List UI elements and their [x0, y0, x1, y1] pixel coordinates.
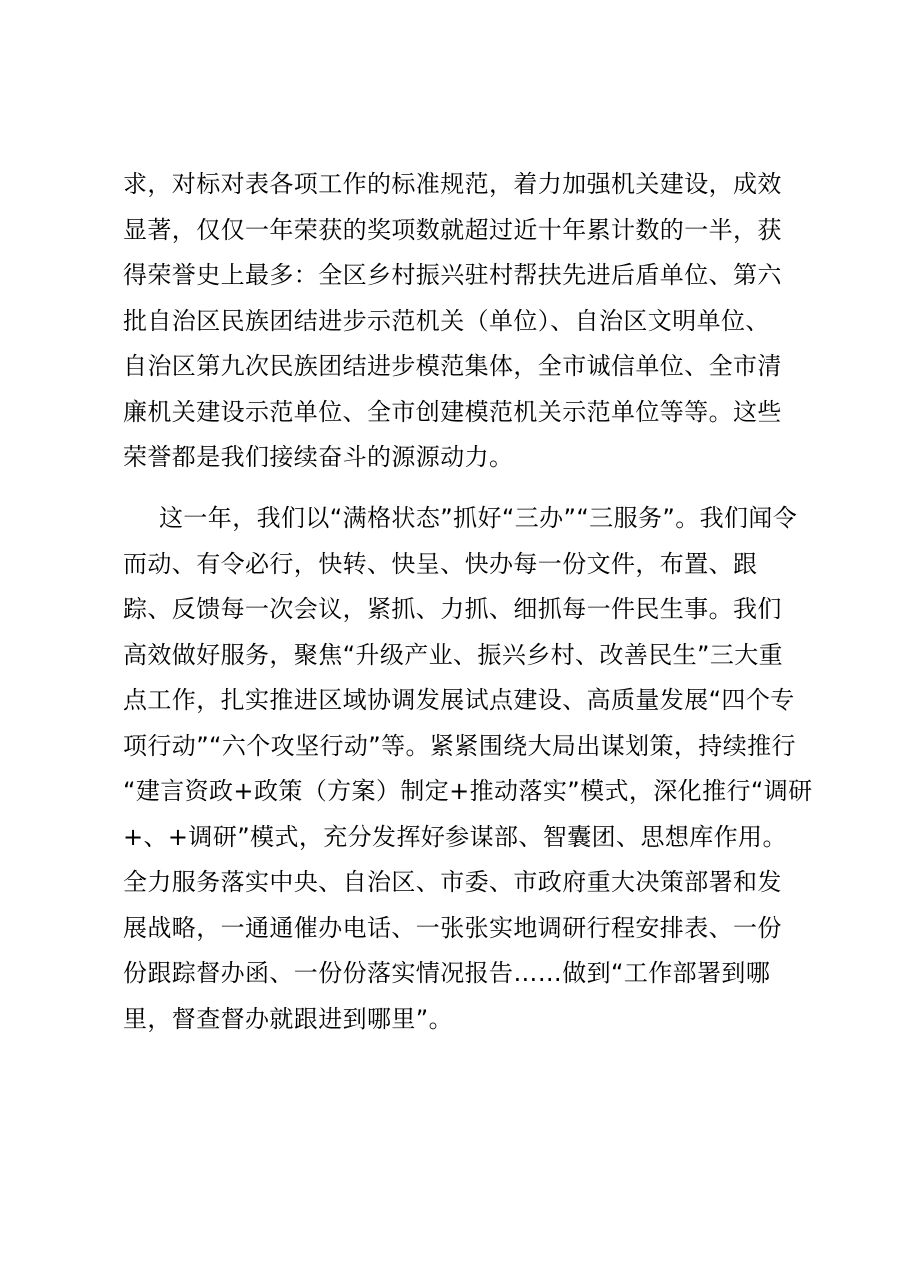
- text-line: 展战略，一通通催办电话、一张张实地调研行程安排表、一份: [123, 913, 782, 942]
- text-line: 求，对标对表各项工作的标准规范，着力加强机关建设，成效: [123, 170, 782, 198]
- text-line: 廉机关建设示范单位、全市创建模范机关示范单位等等。这些: [123, 397, 782, 426]
- paragraph-service: [123, 496, 813, 1088]
- text-line: 点工作，扎实推进区域协调发展试点建设、高质量发展“四个专: [123, 686, 795, 714]
- text-line: 里，督查督办就跟进到哪里”。: [123, 1004, 454, 1033]
- text-line: 这一年，我们以“满格状态”抓好“三办”“三服务”。我们闻令: [159, 504, 798, 532]
- text-line: 自治区第九次民族团结进步模范集体，全市诚信单位、全市清: [123, 352, 782, 380]
- text-line: 荣誉都是我们接续奋斗的源源动力。: [123, 443, 514, 471]
- text-line: 踪、反馈每一次会议，紧抓、力抓、细抓每一件民生事。我们: [123, 595, 782, 623]
- text-line: 而动、有令必行，快转、快呈、快办每一份文件，布置、跟: [123, 549, 758, 578]
- text-line: 显著，仅仅一年荣获的奖项数就超过近十年累计数的一半，获: [123, 215, 782, 244]
- text-line: 份跟踪督办函、一份份落实情况报告……做到“工作部署到哪: [123, 959, 771, 987]
- text-line: 得荣誉史上最多：全区乡村振兴驻村帮扶先进后盾单位、第六: [123, 261, 782, 289]
- text-line: 高效做好服务，聚焦“升级产业、振兴乡村、改善民生”三大重: [123, 640, 784, 669]
- paragraph-honors: [123, 162, 813, 481]
- text-line: “建言资政+政策（方案）制定+推动落实”模式，深化推行“调研: [123, 777, 813, 805]
- text-line: [123, 1042, 813, 1088]
- text-line: +、+调研”模式，充分发挥好参谋部、智囊团、思想库作用。: [123, 822, 787, 851]
- text-line: 项行动”“六个攻坚行动”等。紧紧围绕大局出谋划策，持续推行: [123, 731, 796, 760]
- document-body: [123, 162, 813, 1088]
- text-line: 全力服务落实中央、自治区、市委、市政府重大决策部署和发: [123, 868, 782, 896]
- text-line: 批自治区民族团结进步示范机关（单位）、自治区文明单位、: [123, 306, 770, 335]
